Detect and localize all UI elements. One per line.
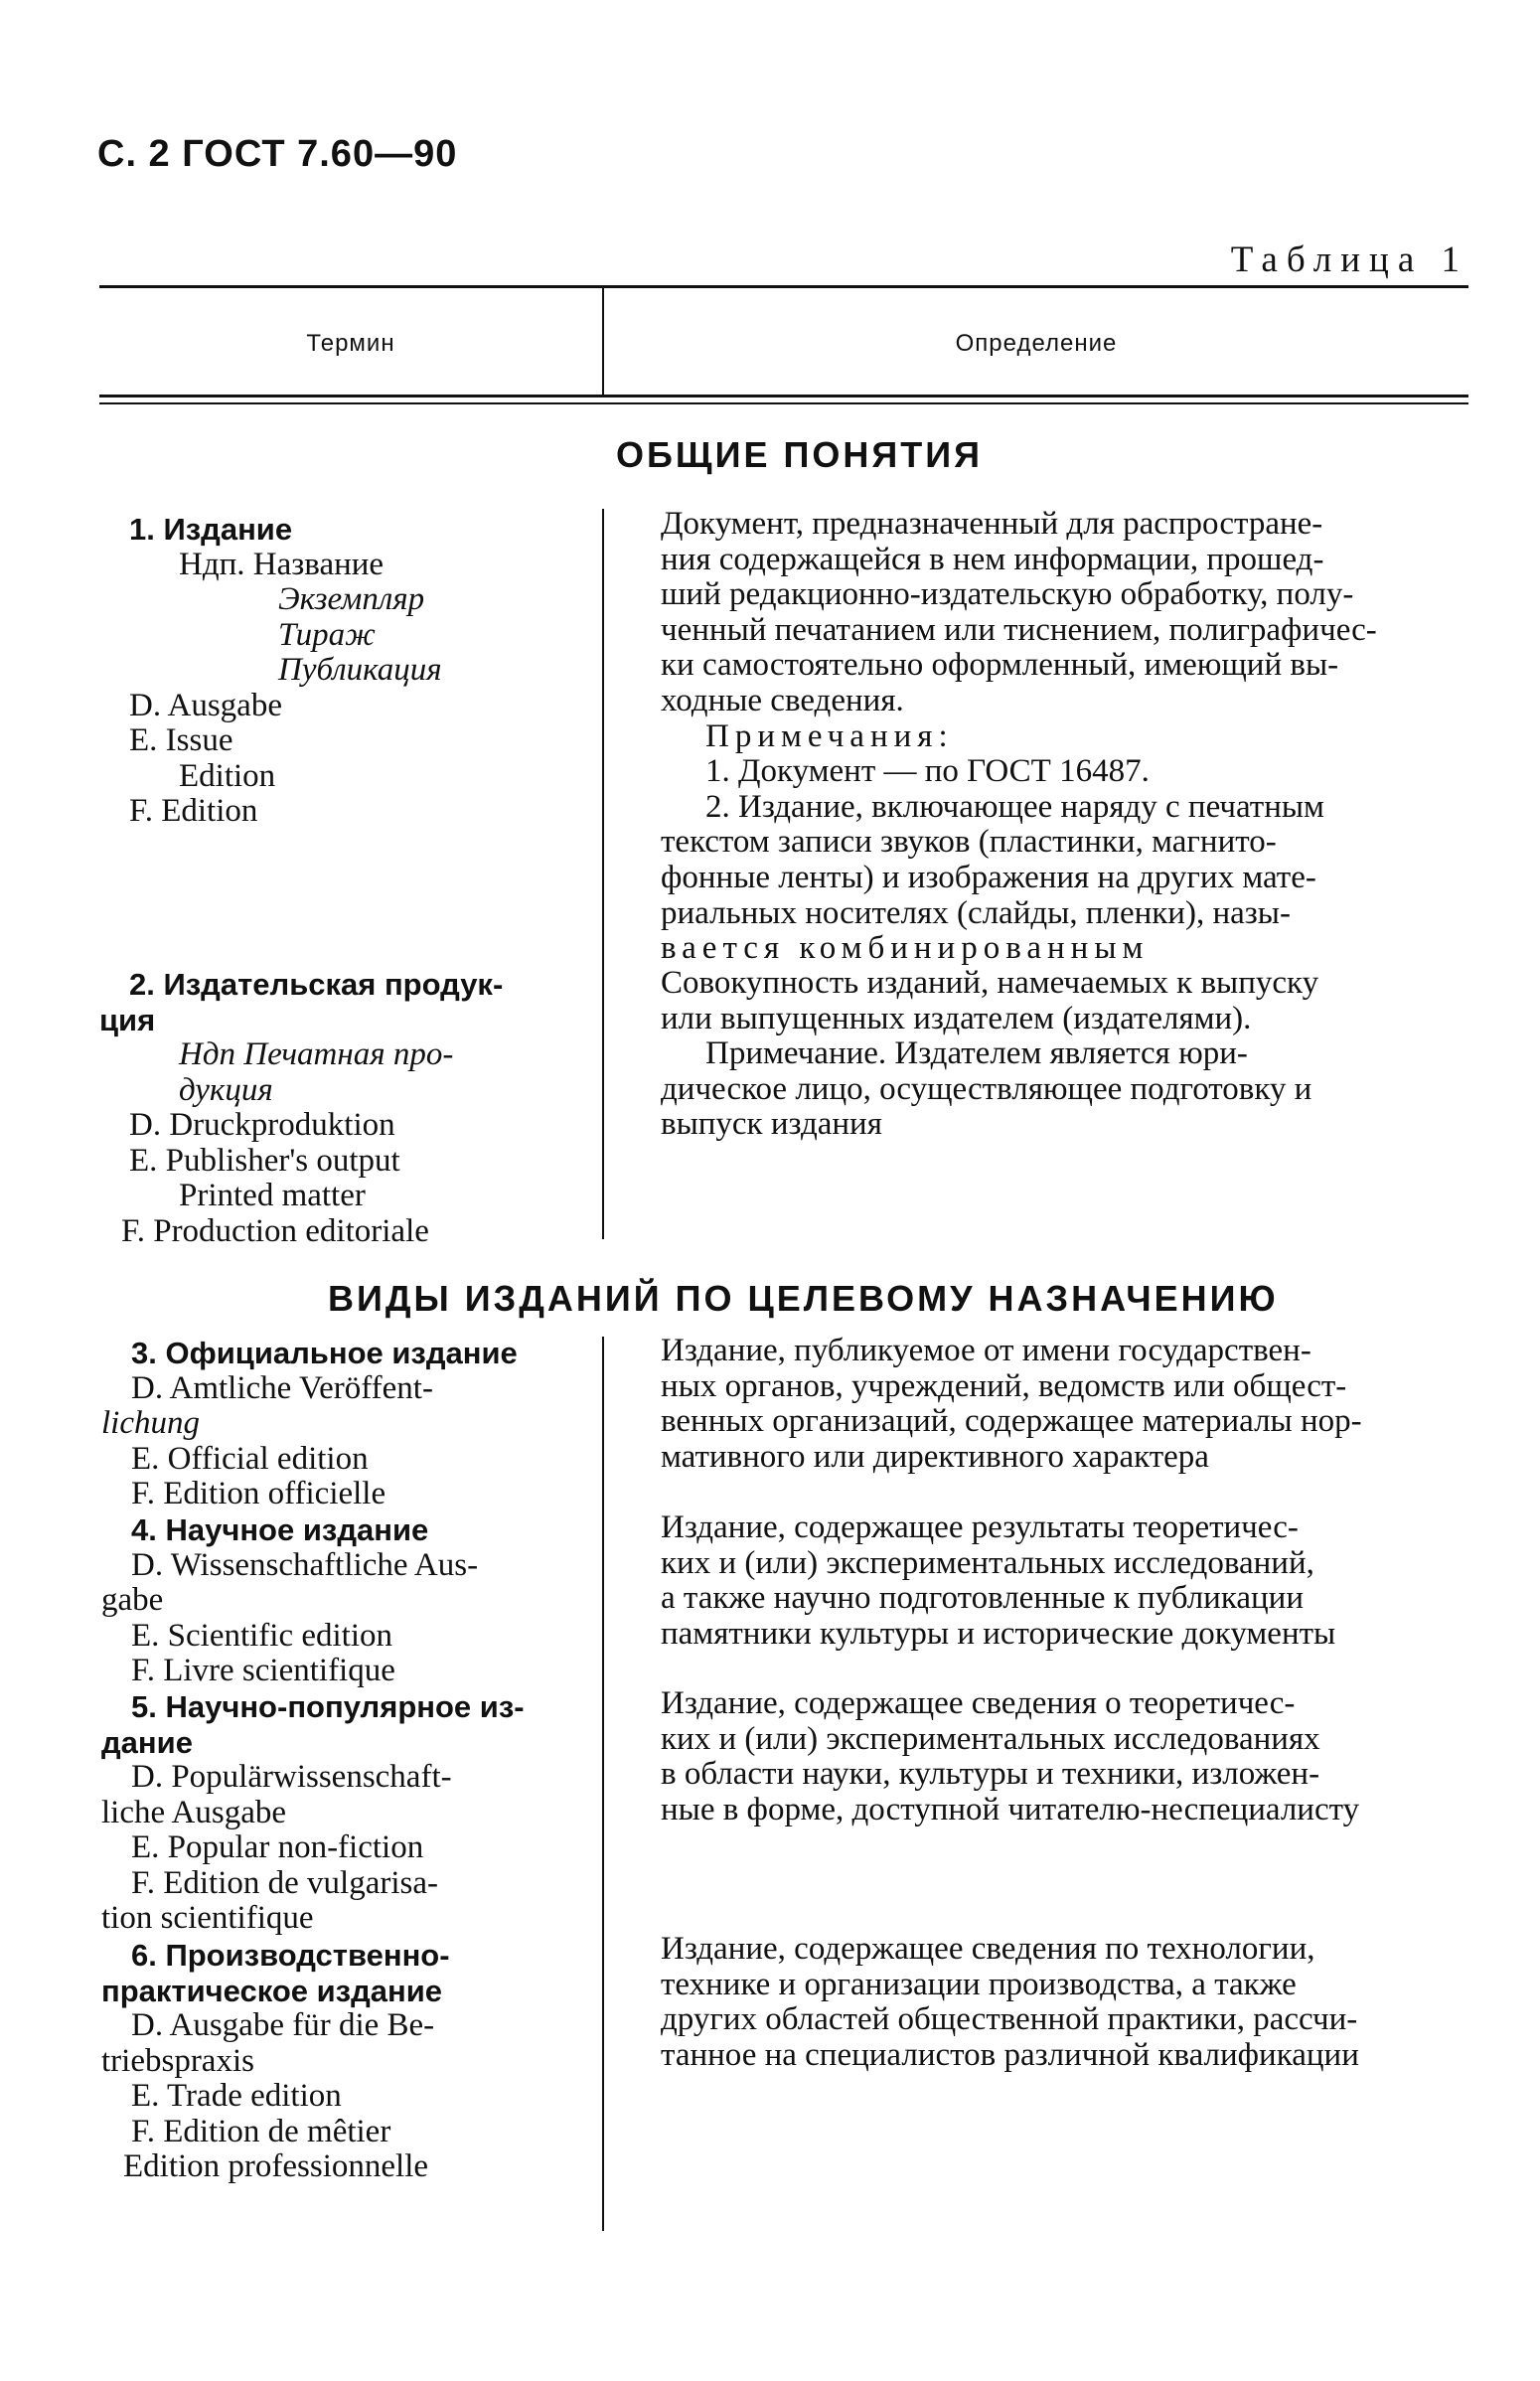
definition-line: других областей общественной практики, рассчи- [661,2001,1358,2038]
term-title: 2. Издательская продук- [129,967,504,1002]
term-line: triebspraxis [101,2042,254,2079]
term-entry-4 [101,1512,578,1689]
term-line: E. Popular non-fiction [131,1829,424,1865]
term-line: D. Ausgabe [129,687,282,723]
section-title: ВИДЫ ИЗДАНИЙ ПО ЦЕЛЕВОМУ НАЗНАЧЕНИЮ [328,1278,1279,1319]
definition-line: Документ, предназначенный для распростране- [661,506,1323,542]
definition-note: Примечание. Издателем является юри- [705,1035,1248,1072]
definition-line: выпуск издания [661,1106,882,1143]
definition-line: мативного или директивного характера [661,1438,1209,1475]
definition-note-heading: Примечания: [705,717,954,754]
definition-entry-3 [661,1334,1470,1475]
definition-entry-4 [661,1510,1470,1652]
term-line: D. Wissenschaftliche Aus- [131,1546,479,1583]
definition-line: фонные ленты) и изображения на других мате- [661,859,1316,895]
definition-line: Совокупность изданий, намечаемых к выпуску [661,965,1319,1001]
term-line: liche Ausgabe [101,1794,287,1830]
term-line: E. Issue [129,722,233,758]
term-line: Printed matter [179,1178,366,1213]
definition-line: ких и (или) экспериментальных исследованиях [661,1720,1320,1757]
column-divider [602,1337,604,2231]
page-header: С. 2 ГОСТ 7.60—90 [97,133,458,175]
column-header-term: Термин [306,330,395,357]
term-line: F. Production editoriale [121,1212,429,1249]
term-title-continued: ция [99,1002,156,1037]
term-line: F. Edition [129,793,258,829]
definition-line: текстом записи звуков (пластинки, магнито- [661,824,1277,861]
term-entry-5 [101,1689,578,1937]
term-line: tion scientifique [101,1900,314,1936]
table-header-rule-1 [99,395,1468,397]
definition-entry-6 [661,1932,1470,2073]
definition-line: а также научно подготовленные к публикации [661,1580,1304,1617]
term-entry-3 [101,1336,578,1512]
definition-line: риальных носителях (слайды, пленки), назы- [661,894,1291,931]
term-line: F. Edition de mêtier [131,2113,391,2149]
definition-entry-1 [661,507,1470,967]
definition-line: Издание, содержащее сведения о теоретичес- [661,1685,1296,1721]
definition-line: 1. Документ — по ГОСТ 16487. [705,753,1150,790]
definition-line: ных органов, учреждений, ведомств или общест- [661,1367,1347,1404]
definition-line: ший редакционно-издательскую обработку, полу- [661,576,1354,613]
term-line: F. Edition officielle [131,1476,386,1511]
term-line: F. Livre scientifique [131,1653,395,1688]
definition-line: ные в форме, доступной читателю-неспециалисту [661,1791,1360,1827]
definition-line: 2. Издание, включающее наряду с печатным [705,788,1324,825]
term-title: 3. Официальное издание [131,1336,518,1370]
definition-line: технике и организации производства, а также [661,1966,1297,2002]
definition-line: ки самостоятельно оформленный, имеющий вы- [661,647,1339,684]
term-line: lichung [101,1405,200,1441]
definition-line: ходные сведения. [661,682,904,718]
term-title-continued: практическое издание [101,1973,443,2008]
definition-line: вается комбинированным [661,930,1150,967]
term-title: 1. Издание [129,512,293,547]
term-line: F. Edition de vulgarisa- [131,1864,438,1901]
table-label: Таблица 1 [1230,239,1468,280]
column-header-definition: Определение [955,330,1118,357]
definition-line: венных организаций, содержащее материалы нор- [661,1403,1362,1440]
term-title: 4. Научное издание [131,1512,429,1547]
term-line: E. Trade edition [131,2078,342,2114]
definition-line: или выпущенных издателем (издателями). [661,1000,1252,1036]
term-line: E. Publisher's output [129,1142,400,1179]
definition-line: в области науки, культуры и техники, изложен- [661,1756,1320,1793]
term-line: gabe [101,1582,164,1618]
definition-line: танное на специалистов различной квалификации [661,2036,1359,2073]
term-line: E. Scientific edition [131,1617,393,1654]
term-entry-1 [129,512,576,830]
term-line: Ндп. Название [179,546,385,582]
term-line: дукция [179,1071,273,1108]
section-title: ОБЩИЕ ПОНЯТИЯ [616,434,983,475]
term-line: Edition [179,757,276,794]
term-line: D. Ausgabe für die Be- [131,2007,435,2043]
term-line: Экземпляр [278,581,425,617]
term-title-continued: дание [101,1724,193,1760]
definition-line: памятники культуры и исторические документы [661,1615,1336,1652]
term-line: Edition professionnelle [123,2148,429,2184]
column-divider [602,509,604,1239]
term-line: Ндп Печатная про- [179,1036,454,1072]
definition-line: Издание, содержащее результаты теоретичес- [661,1509,1299,1545]
term-entry-6 [101,1938,578,2185]
term-line: D. Druckproduktion [129,1107,395,1143]
term-line: E. Official edition [131,1440,369,1477]
term-entry-2 [99,967,576,1249]
definition-line: Издание, содержащее сведения по технологии, [661,1931,1315,1967]
definition-entry-5 [661,1686,1470,1827]
term-title: 6. Производственно- [131,1938,450,1973]
term-line: D. Amtliche Veröffent- [131,1369,433,1406]
definition-line: дическое лицо, осуществляющее подготовку и [661,1070,1312,1107]
term-line: D. Populärwissenschaft- [131,1759,452,1795]
table-top-rule [99,285,1468,288]
definition-line: Издание, публикуемое от имени государствен- [661,1333,1311,1368]
definition-line: ченный печатанием или тиснением, полиграфичес- [661,611,1377,648]
term-title: 5. Научно-популярное из- [131,1689,525,1724]
term-line: Тираж [278,616,376,653]
definition-line: ких и (или) экспериментальных исследований, [661,1544,1314,1581]
definition-entry-2 [661,966,1470,1143]
definition-line: ния содержащейся в нем информации, прошед- [661,541,1324,577]
table-header-rule-2 [99,402,1468,404]
term-line: Публикация [278,652,442,688]
